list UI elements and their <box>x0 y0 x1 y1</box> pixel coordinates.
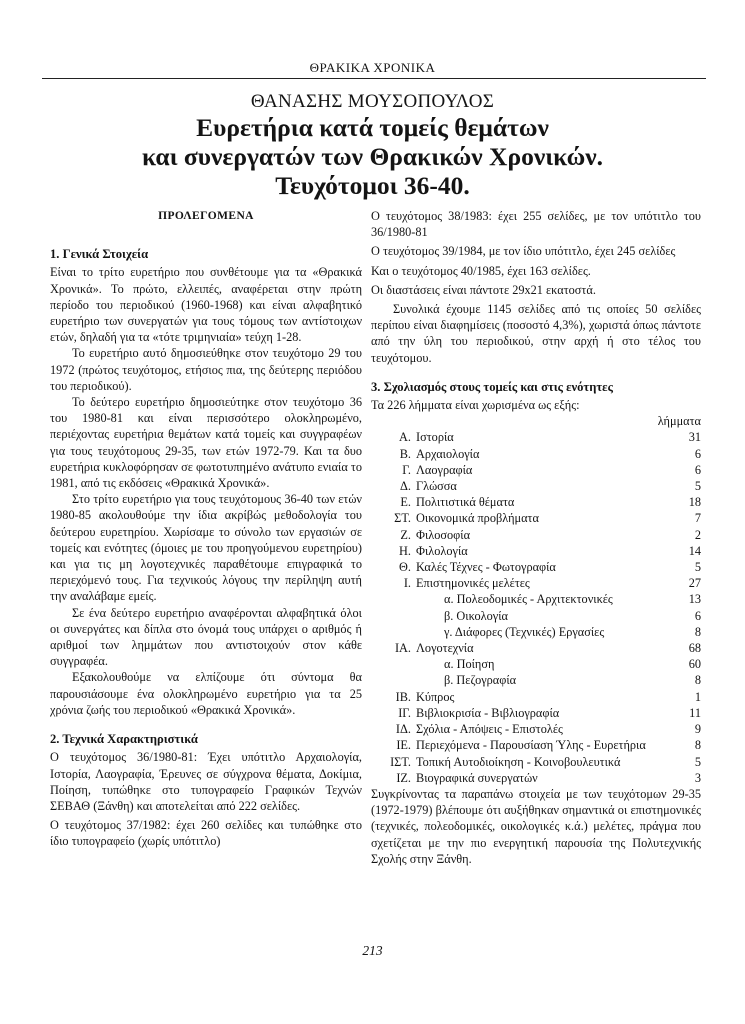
category-letter: ΙΣΤ. <box>390 754 411 769</box>
category-row <box>371 770 701 786</box>
section-1-title: 1. Γενικά Στοιχεία <box>50 247 149 262</box>
category-row <box>371 737 701 753</box>
category-label: Φιλολογία <box>416 543 468 558</box>
category-count: 6 <box>694 608 701 623</box>
category-letter: Ζ. <box>400 527 411 542</box>
category-row <box>371 672 701 688</box>
category-letter: Ε. <box>400 495 411 510</box>
running-head: ΘΡΑΚΙΚΑ ΧΡΟΝΙΚΑ <box>309 60 436 75</box>
category-row <box>371 543 701 559</box>
category-count: 5 <box>694 479 701 494</box>
category-label: Περιεχόμενα - Παρουσίαση Ύλης - Ευρετήρια <box>416 738 646 753</box>
spacer <box>371 366 701 379</box>
category-letter: ΙΕ. <box>396 738 411 753</box>
page-number: 213 <box>362 943 383 958</box>
category-label: Γλώσσα <box>416 479 457 494</box>
category-count: 13 <box>688 592 701 607</box>
dimensions-note: Οι διαστάσεις είναι πάντοτε 29x21 εκατοστά. <box>371 282 596 297</box>
category-row <box>371 462 701 478</box>
category-label: Βιογραφικά συνεργατών <box>416 770 538 785</box>
category-row <box>371 559 701 575</box>
category-label: Ιστορία <box>416 430 454 445</box>
category-label: Επιστημονικές μελέτες <box>416 576 530 591</box>
category-row <box>371 640 701 656</box>
category-row <box>371 494 701 510</box>
category-row <box>371 446 701 462</box>
category-letter <box>371 624 416 640</box>
volume-note: Και ο τευχότομος 40/1985, έχει 163 σελίδες. <box>371 263 591 278</box>
category-row <box>371 510 701 526</box>
section-1-paragraph: Στο τρίτο ευρετήριο για τους τευχότομους 36-40 των ετών 1980-85 ακολουθούμε την ίδια ακρίβώς μεθοδολογία του δεύτερου ευρετηρίου. Χωρίσαμε το σύνολο των εργασιών σε τομείς και ενότητες (όμοιες με του προηγούμενου ευρετηρίου) και για τις μη λογοτεχνικές παραθέτουμε επιγραφικά το περιεχόμενό τους. Για τεχνικούς λόγους την περίληψη αυτή την αναλάβαμε εμείς. <box>50 492 362 604</box>
category-count: 1 <box>694 689 701 704</box>
category-letter: Γ. <box>402 462 411 477</box>
header-rule <box>42 78 706 79</box>
section-2-paragraph: Ο τευχότομος 37/1982: έχει 260 σελίδες και τυπώθηκε στο ίδιο τυπογραφείο (χωρίς υπότιτλο) <box>50 818 362 849</box>
right-column <box>371 208 701 867</box>
category-row <box>371 656 701 672</box>
category-count: 5 <box>694 754 701 769</box>
section-1-paragraph: Το ευρετήριο αυτό δημοσιεύθηκε στον τευχότομο 29 του 1972 (πρώτος τευχότομος, ετήσιος πια, της δεύτερης περιόδου του περιοδικού). <box>50 346 362 393</box>
category-letter: Ι. <box>403 576 411 591</box>
title-line-3: Τευχότομοι 36-40. <box>275 171 470 200</box>
category-row <box>371 608 701 624</box>
category-letter <box>371 591 416 607</box>
category-row <box>371 527 701 543</box>
spacer <box>50 718 362 731</box>
category-row <box>371 429 701 445</box>
category-count: 9 <box>694 722 701 737</box>
category-table <box>371 429 701 785</box>
category-letter: Θ. <box>399 560 411 575</box>
category-count: 18 <box>688 495 701 510</box>
entries-column-header: λήμματα <box>657 414 701 429</box>
category-label: Σχόλια - Απόψεις - Επιστολές <box>416 722 563 737</box>
prolegomena-heading: ΠΡΟΛΕΓΟΜΕΝΑ <box>158 210 254 222</box>
category-label: Αρχαιολογία <box>416 446 480 461</box>
category-label: γ. Διάφορες (Τεχνικές) Εργασίες <box>444 624 605 639</box>
category-row <box>371 591 701 607</box>
section-1-paragraph: Το δεύτερο ευρετήριο δημοσιεύτηκε στον τευχότομο 36 του 1980-81 και είναι περισσότερο ολοκληρωμένο, περιέχοντας ευρετήρια θεμάτων κατά τομείς και συγγραφέων για τους τευχότομους 29-35, των ετών 1972-79. Και τα δυο ευρετήρια κυκλοφόρησαν σε φωτοτυπημένο ανάτυπο ενιαία το 1981, από τις εκδόσεις «Θρακικά Χρονικά». <box>50 395 362 491</box>
category-label: α. Ποίηση <box>444 657 495 672</box>
category-letter <box>371 608 416 624</box>
category-label: Λογοτεχνία <box>416 641 474 656</box>
comparison-paragraph: Συγκρίνοντας τα παραπάνω στοιχεία με των τευχότομων 29-35 (1972-1979) βλέπουμε ότι αυξήθηκαν σημαντικά οι επιστημονικές (τεχνικές, πολεοδομικές, οικολογικές κ.ά.) μελέτες, πράγμα που σχετίζεται με την πιο ενεργητική παρουσία της Πολυτεχνικής Σχολής στην Ξάνθη. <box>371 786 701 866</box>
section-2-paragraph: Ο τευχότομος 36/1980-81: Έχει υπότιτλο Αρχαιολογία, Ιστορία, Λαογραφία, Έρευνες σε σύγχρονα θέματα, Δοκίμια, Ποίηση, τυπώθηκε στο τυπογραφείο Γραφικών Τεχνών ΣΕΒΑΘ (Ξάνθη) και αποτελείται από 222 σελίδες. <box>50 750 362 813</box>
category-letter: ΙΓ. <box>398 705 411 720</box>
category-row <box>371 575 701 591</box>
category-label: Καλές Τέχνες - Φωτογραφία <box>416 560 556 575</box>
category-count: 27 <box>688 576 701 591</box>
category-letter: Β. <box>399 446 411 461</box>
left-column <box>50 208 362 850</box>
category-label: Τοπική Αυτοδιοίκηση - Κοινοβουλευτικά <box>416 754 621 769</box>
category-letter <box>371 672 416 688</box>
category-label: β. Οικολογία <box>444 608 508 623</box>
category-letter: ΙΑ. <box>394 641 411 656</box>
section-3-title: 3. Σχολιασμός στους τομείς και στις ενότητες <box>371 379 613 394</box>
category-count: 8 <box>694 673 701 688</box>
category-count: 3 <box>694 770 701 785</box>
section-2-title: 2. Τεχνικά Χαρακτηριστικά <box>50 732 198 747</box>
category-count: 8 <box>694 624 701 639</box>
category-count: 6 <box>694 446 701 461</box>
article-title <box>20 113 725 200</box>
category-row <box>371 721 701 737</box>
section-3-intro: Τα 226 λήμματα είναι χωρισμένα ως εξής: <box>371 398 580 413</box>
category-label: β. Πεζογραφία <box>444 673 517 688</box>
section-1-paragraph: Είναι το τρίτο ευρετήριο που συνθέτουμε για τα «Θρακικά Χρονικά». Το πρώτο, ελλειπές, αναφέρεται στην πρώτη περίοδο του περιοδικού (1960-1968) και είναι αλφαβητικό ευρετήριο των συνεργατών για τους τόμους των αντίστοιχων ετών, δηλαδή για τα «τότε τριμηνιαία» τεύχη 1-28. <box>50 265 362 345</box>
category-count: 8 <box>694 738 701 753</box>
category-label: Λαογραφία <box>416 462 473 477</box>
category-label: Κύπρος <box>416 689 455 704</box>
section-1-paragraph: Εξακολουθούμε να ελπίζουμε ότι σύντομα θα παρουσιάσουμε ένα ολοκληρωμένο ευρετήριο για τα 25 χρόνια ζωής του περιοδικού «Θρακικά Χρονικά». <box>50 670 362 717</box>
volume-note: Ο τευχότομος 39/1984, με τον ίδιο υπότιτλο, έχει 245 σελίδες <box>371 244 676 259</box>
category-row <box>371 478 701 494</box>
category-row <box>371 689 701 705</box>
category-count: 5 <box>694 560 701 575</box>
volume-note: Ο τευχότομος 38/1983: έχει 255 σελίδες, με τον υπότιτλο του 36/1980-81 <box>371 209 701 240</box>
category-count: 2 <box>694 527 701 542</box>
category-letter: ΙΖ. <box>396 770 411 785</box>
category-label: Βιβλιοκρισία - Βιβλιογραφία <box>416 705 560 720</box>
category-count: 7 <box>694 511 701 526</box>
category-letter: ΙΔ. <box>395 722 411 737</box>
category-count: 31 <box>688 430 701 445</box>
category-count: 11 <box>689 705 701 720</box>
category-label: α. Πολεοδομικές - Αρχιτεκτονικές <box>444 592 613 607</box>
category-count: 14 <box>688 543 701 558</box>
category-count: 68 <box>688 641 701 656</box>
category-letter: Α. <box>399 430 411 445</box>
category-row <box>371 754 701 770</box>
title-line-1: Ευρετήρια κατά τομείς θεμάτων <box>196 113 549 142</box>
category-letter: ΙΒ. <box>395 689 411 704</box>
author-name: ΘΑΝΑΣΗΣ ΜΟΥΣΟΠΟΥΛΟΣ <box>250 91 495 112</box>
category-label: Φιλοσοφία <box>416 527 471 542</box>
category-row <box>371 624 701 640</box>
category-letter <box>371 656 416 672</box>
section-1-paragraph: Σε ένα δεύτερο ευρετήριο αναφέρονται αλφαβητικά όλοι οι συνεργάτες και δίπλα στο όνομά τους υπάρχει ο αριθμός ή αριθμοί των λημμάτων που αντιστοιχούν στον κάθε συγγραφέα. <box>50 605 362 669</box>
category-letter: Η. <box>399 543 411 558</box>
category-row <box>371 705 701 721</box>
category-label: Οικονομικά προβλήματα <box>416 511 539 526</box>
category-label: Πολιτιστικά θέματα <box>416 495 515 510</box>
category-letter: ΣΤ. <box>394 511 411 526</box>
category-letter: Δ. <box>400 479 411 494</box>
category-count: 6 <box>694 462 701 477</box>
category-count: 60 <box>688 657 701 672</box>
title-line-2: και συνεργατών των Θρακικών Χρονικών. <box>141 142 603 171</box>
totals-paragraph: Συνολικά έχουμε 1145 σελίδες από τις οποίες 50 σελίδες περίπου είναι διαφημίσεις (ποσοστό 4,3%), χωριστά όπως πάντοτε από την ύλη του περιοδικού, στην αρχή ή στο τέλος του τευχότομου. <box>371 302 701 365</box>
